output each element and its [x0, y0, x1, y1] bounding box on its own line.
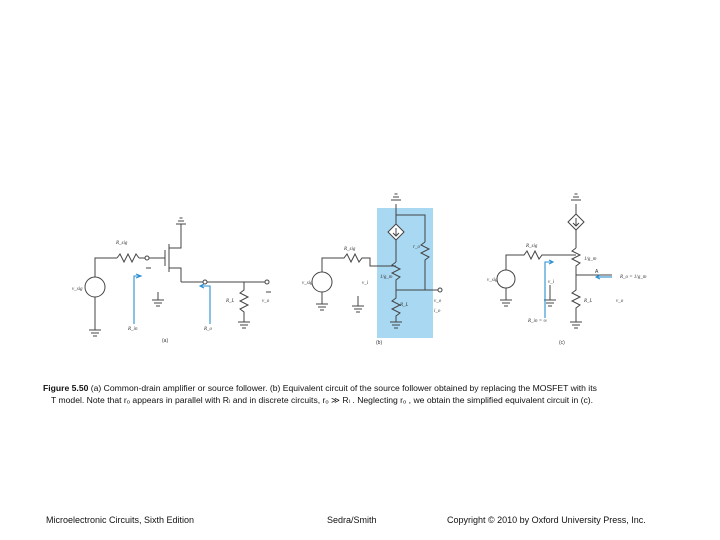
- c-rin-label: R_in = ∞: [528, 319, 547, 324]
- c-rl-label: R_L: [584, 299, 593, 304]
- b-ro-label: r_o: [413, 245, 420, 250]
- c-source-label: v_sig: [487, 278, 498, 283]
- c-rsig-label: R_sig: [526, 244, 538, 249]
- figure-caption: [43, 382, 693, 406]
- panel-c-label: (c): [559, 340, 565, 346]
- b-rsig-label: R_sig: [344, 247, 356, 252]
- a-vo-label: v_o: [262, 299, 270, 304]
- footer-book-title: Microelectronic Circuits, Sixth Edition: [46, 515, 195, 525]
- caption-line-1: [43, 382, 693, 394]
- c-vi-label: v_i: [548, 280, 555, 285]
- c-ro-label: R_o = 1/g_m: [620, 275, 647, 280]
- a-rout-label: R_o: [204, 327, 213, 332]
- b-vo-label: v_o: [434, 299, 442, 304]
- c-vo-label: v_o: [616, 299, 624, 304]
- b-gm-label: 1/g_m: [380, 275, 393, 280]
- b-rl-label: R_L: [400, 303, 409, 308]
- footer-authors: Sedra/Smith: [327, 515, 377, 525]
- caption-text-1: (a) Common-drain amplifier or source follower. (b) Equivalent circuit of the source follower obtained by replacing the MOSFET with its: [88, 383, 597, 393]
- panel-a-label: (a): [162, 338, 169, 344]
- caption-line-2: T model. Note that rₒ appears in parallel with Rₗ and in discrete circuits, rₒ ≫ Rₗ . Neglecting rₒ , we obtain the simplified equivalent circuit in (c).: [51, 395, 594, 405]
- panel-b-label: (b): [376, 340, 383, 346]
- a-rsig-label: R_sig: [116, 241, 128, 246]
- b-vi-label: v_i: [362, 281, 369, 286]
- c-node-label: A: [595, 269, 599, 275]
- panel-a-circuit: [85, 218, 271, 336]
- a-rl-label: R_L: [226, 299, 235, 304]
- caption-figure-number: Figure 5.50: [43, 383, 89, 393]
- b-source-label: v_sig: [302, 281, 313, 286]
- c-gm-label: 1/g_m: [584, 257, 597, 262]
- a-source-label: v_sig: [72, 287, 83, 292]
- a-rin-label: R_in: [128, 327, 138, 332]
- b-io-label: i_o: [434, 309, 441, 314]
- footer-copyright: Copyright © 2010 by Oxford University Press, Inc.: [447, 515, 646, 525]
